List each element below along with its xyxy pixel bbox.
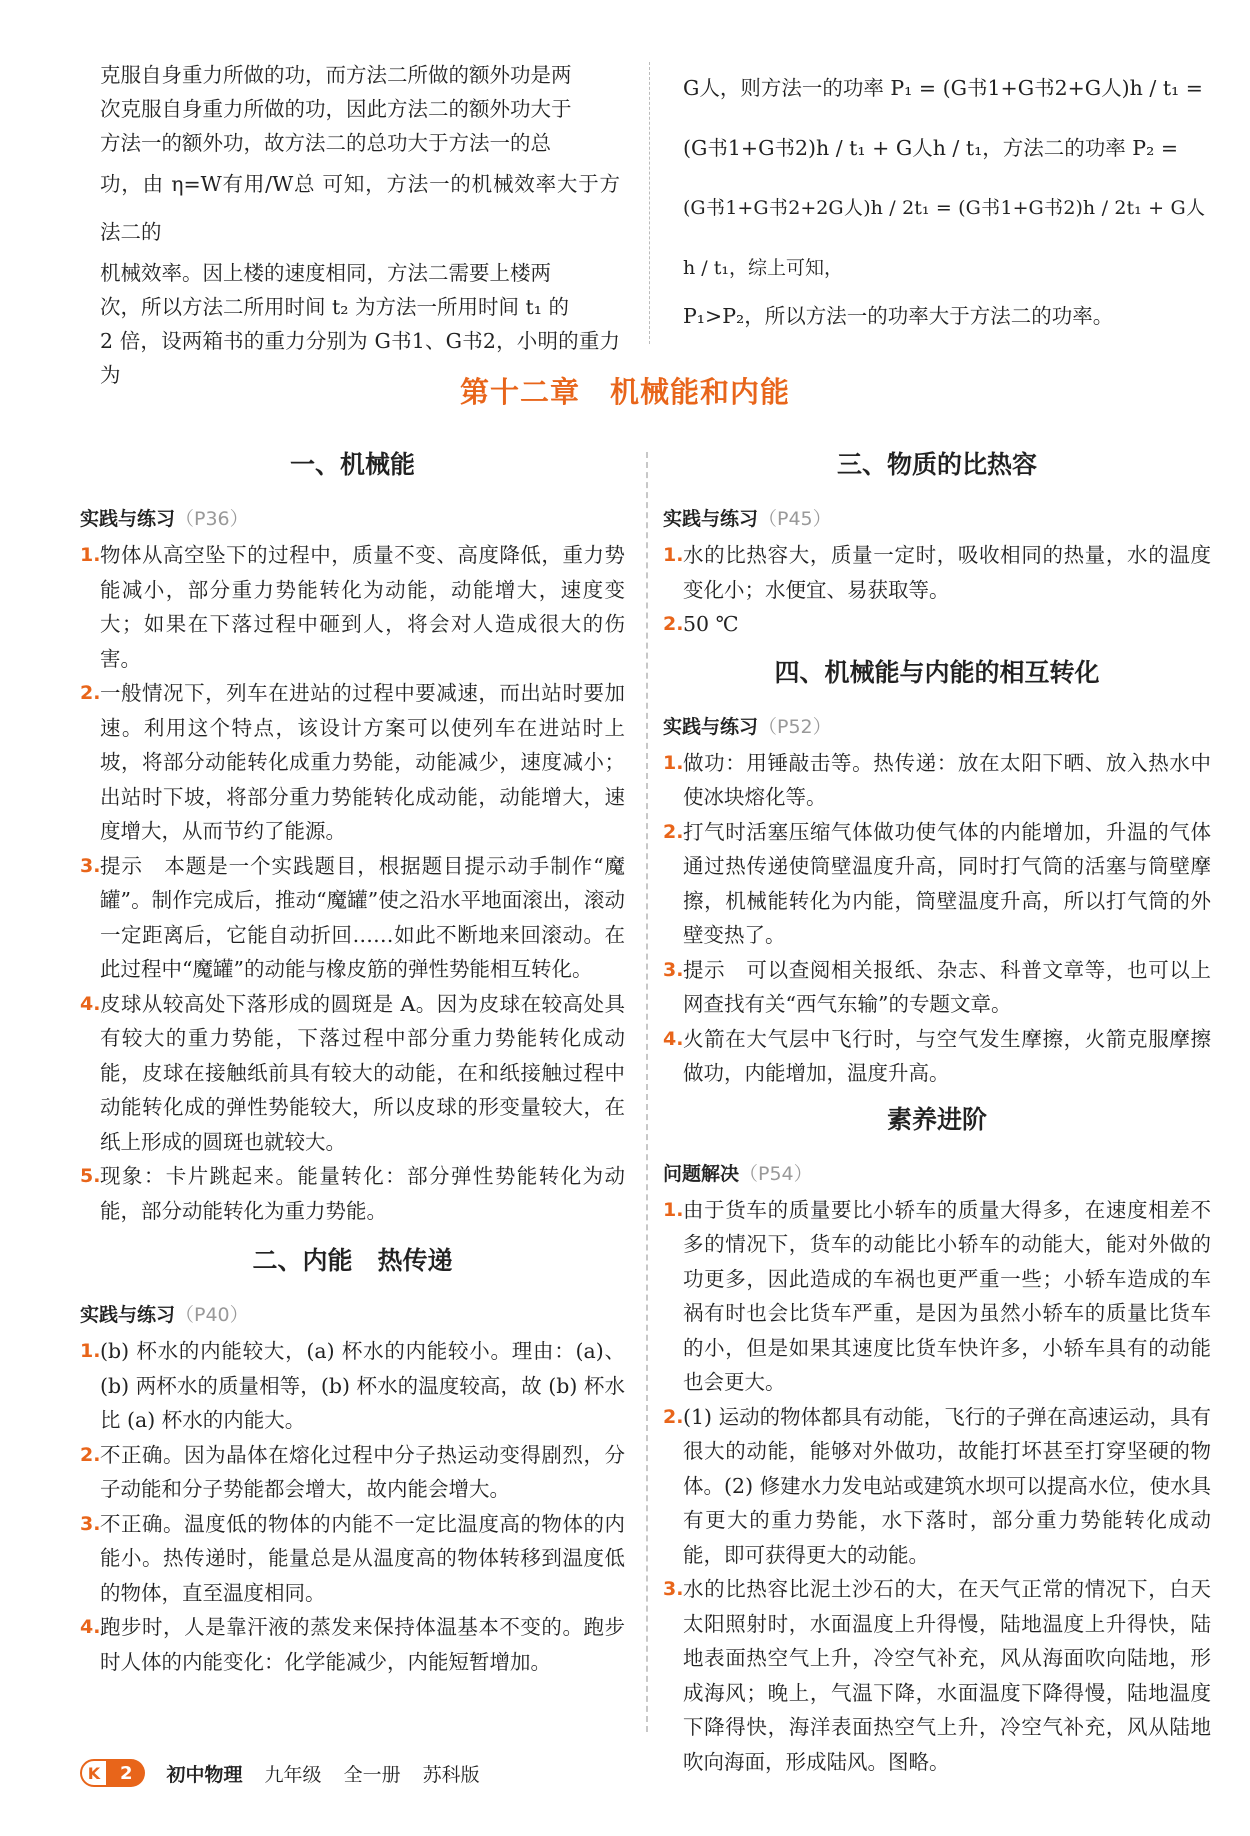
volume-label: 全一册 (343, 1763, 401, 1786)
item-text: 物体从高空坠下的过程中，质量不变、高度降低，重力势能减小，部分重力势能转化为动能，动能增大，速度变大；如果在下落过程中砸到人，将会对人造成很大的伤害。 (100, 543, 625, 671)
column-divider (646, 452, 648, 1732)
item-text: 现象：卡片跳起来。能量转化：部分弹性势能转化为动能，部分动能转化为重力势能。 (100, 1164, 625, 1223)
list-item (663, 815, 1211, 953)
list-item (80, 1438, 625, 1507)
page-footer (80, 1758, 480, 1788)
section-mechanical-energy (80, 440, 625, 1228)
section-title: 素养进阶 (886, 1104, 987, 1134)
page-number: 2 (108, 1759, 145, 1787)
section-title: 二、内能 热传递 (252, 1246, 453, 1275)
series-badge: K (80, 1759, 108, 1787)
formula-line: P₁>P₂，所以方法一的功率大于方法二的功率。 (683, 304, 1114, 328)
text-line: 次，所以方法二所用时间 t₂ 为方法一所用时间 t₁ 的 (100, 295, 569, 319)
item-number: 5. (80, 1165, 101, 1187)
item-number: 3. (663, 958, 684, 981)
subtitle-label: 问题解决 (663, 1162, 740, 1185)
list-item (663, 1572, 1211, 1779)
right-column (663, 440, 1211, 1779)
item-text: 跑步时，人是靠汗液的蒸发来保持体温基本不变的。跑步时人体的内能变化：化学能减少，内能短暂增加。 (100, 1615, 625, 1674)
item-number: 4. (80, 1616, 101, 1638)
text-line: 机械效率。因上楼的速度相同，方法二需要上楼两 (100, 261, 551, 285)
text-line: 方法一的额外功，故方法二的总功大于方法一的总 (100, 131, 551, 155)
page-reference: （P45） (758, 508, 832, 530)
item-text: 50 ℃ (683, 612, 739, 636)
item-number: 3. (80, 854, 101, 877)
list-item (80, 987, 625, 1160)
item-text: 由于货车的质量要比小轿车的质量大得多，在速度相差不多的情况下，货车的动能比小轿车的动能大，能对外做的功更多，因此造成的车祸也更严重一些；小轿车造成的车祸有时也会比货车严重，是因为虽然小轿车的质量比货车的小，但是如果其速度比货车快许多，小轿车具有的动能也会更大。 (683, 1197, 1211, 1394)
formula-line: (G书1+G书2+2G人)h / 2t₁ = (G书1+G书2)h / 2t₁ + G人h / t₁，综上可知， (683, 197, 1205, 279)
item-number: 3. (80, 1512, 101, 1535)
item-text: 提示 可以查阅相关报纸、杂志、科普文章等，也可以上网查找有关“西气东输”的专题文章。 (683, 957, 1211, 1016)
top-right-continuation (683, 58, 1205, 334)
text-line: 次克服自身重力所做的功，因此方法二的额外功大于 (100, 97, 572, 121)
section-title: 三、物质的比热容 (836, 450, 1037, 479)
formula-line: G人，则方法一的功率 P₁ = (G书1+G书2+G人)h / t₁ = (683, 76, 1203, 100)
subtitle-label: 实践与练习 (80, 508, 176, 530)
item-number: 2. (80, 1443, 101, 1466)
text-line: 克服自身重力所做的功，而方法二所做的额外功是两 (100, 63, 572, 87)
list-item (80, 1507, 625, 1611)
item-number: 1. (80, 544, 101, 566)
subtitle-label: 实践与练习 (80, 1304, 176, 1326)
text-line: 功，由 η=W有用/W总 可知，方法一的机械效率大于方法二的 (100, 172, 620, 244)
item-number: 1. (663, 544, 684, 566)
page-reference: （P52） (758, 715, 832, 738)
page-reference: （P36） (175, 508, 249, 530)
section-subtitle (663, 500, 1211, 538)
item-text: 火箭在大气层中飞行时，与空气发生摩擦，火箭克服摩擦做功，内能增加，温度升高。 (683, 1026, 1211, 1085)
edition-label: 苏科版 (422, 1763, 480, 1786)
section-internal-energy (80, 1236, 625, 1679)
item-text: 水的比热容大，质量一定时，吸收相同的热量，水的温度变化小；水便宜、易获取等。 (683, 543, 1211, 602)
item-text: 打气时活塞压缩气体做功使气体的内能增加，升温的气体通过热传递使筒壁温度升高，同时打气筒的活塞与筒壁摩擦，机械能转化为内能，筒壁温度升高，所以打气筒的外壁变热了。 (683, 819, 1211, 947)
top-left-continuation (100, 58, 620, 392)
item-text: 做功：用锤敲击等。热传递：放在太阳下晒、放入热水中使冰块熔化等。 (683, 750, 1211, 809)
section-subtitle (663, 1155, 1211, 1193)
list-item (663, 1022, 1211, 1091)
page-reference: （P54） (739, 1162, 813, 1185)
list-item (80, 676, 625, 849)
page-reference: （P40） (175, 1304, 249, 1326)
item-text: (b) 杯水的内能较大，(a) 杯水的内能较小。理由：(a)、(b) 两杯水的质量相等，(b) 杯水的温度较高，故 (b) 杯水比 (a) 杯水的内能大。 (100, 1339, 625, 1432)
section-specific-heat (663, 440, 1211, 642)
item-number: 2. (80, 682, 101, 704)
list-item (663, 1193, 1211, 1400)
item-number: 3. (663, 1578, 684, 1600)
item-number: 2. (663, 820, 684, 843)
subject-label: 初中物理 (166, 1763, 243, 1786)
item-number: 2. (663, 1405, 684, 1428)
item-text: 水的比热容比泥土沙石的大，在天气正常的情况下，白天太阳照射时，水面温度上升得慢，陆地温度上升得快，陆地表面热空气上升，冷空气补充，风从海面吹向陆地，形成海风；晚上，气温下降，水面温度下降得慢，陆地温度下降得快，海洋表面热空气上升，冷空气补充，风从陆地吹向海面，形成陆风。图略。 (683, 1577, 1211, 1774)
grade-label: 九年级 (264, 1763, 322, 1786)
list-item (80, 1610, 625, 1679)
list-item (80, 1159, 625, 1228)
section-advanced (663, 1095, 1211, 1780)
item-number: 1. (663, 1198, 684, 1221)
item-text: 一般情况下，列车在进站的过程中要减速，而出站时要加速。利用这个特点，该设计方案可以使列车在进站时上坡，将部分动能转化成重力势能，动能减少，速度减小；出站时下坡，将部分重力势能转化成动能，动能增大，速度增大，从而节约了能源。 (100, 681, 625, 843)
list-item (80, 1334, 625, 1438)
top-column-divider (649, 62, 650, 344)
section-title: 四、机械能与内能的相互转化 (774, 657, 1100, 687)
item-text: 皮球从较高处下落形成的圆斑是 A。因为皮球在较高处具有较大的重力势能，下落过程中部分重力势能转化成动能，皮球在接触纸前具有较大的动能，在和纸接触过程中动能转化成的弹性势能较大，所以皮球的形变量较大，在纸上形成的圆斑也就较大。 (100, 991, 625, 1154)
formula-line: (G书1+G书2)h / t₁ + G人h / t₁，方法二的功率 P₂ = (683, 136, 1179, 160)
list-item (663, 746, 1211, 815)
chapter-title: 第十二章 机械能和内能 (459, 375, 790, 409)
text-line: 2 倍，设两箱书的重力分别为 G书1、G书2，小明的重力为 (100, 329, 620, 387)
item-number: 2. (663, 613, 684, 635)
list-item (80, 849, 625, 987)
section-subtitle (663, 708, 1211, 746)
list-item (663, 1400, 1211, 1573)
section-subtitle (80, 500, 625, 538)
item-text: (1) 运动的物体都具有动能，飞行的子弹在高速运动，具有很大的动能，能够对外做功，故能打坏甚至打穿坚硬的物体。(2) 修建水力发电站或建筑水坝可以提高水位，使水具有更大的重力势能，水下落时，部分重力势能转化成动能，即可获得更大的动能。 (683, 1404, 1211, 1567)
item-text: 提示 本题是一个实践题目，根据题目提示动手制作“魔罐”。制作完成后，推动“魔罐”使之沿水平地面滚出，滚动一定距离后，它能自动折回……如此不断地来回滚动。在此过程中“魔罐”的动能与橡皮筋的弹性势能相互转化。 (100, 853, 625, 981)
list-item (80, 538, 625, 676)
item-number: 1. (80, 1340, 101, 1362)
item-number: 4. (80, 992, 101, 1015)
list-item (663, 953, 1211, 1022)
item-number: 1. (663, 751, 684, 774)
subtitle-label: 实践与练习 (663, 715, 759, 738)
section-energy-conversion (663, 648, 1211, 1091)
item-number: 4. (663, 1027, 684, 1050)
list-item (663, 607, 1211, 642)
left-column (80, 440, 625, 1679)
section-subtitle (80, 1296, 625, 1334)
subtitle-label: 实践与练习 (663, 508, 759, 530)
section-title: 一、机械能 (289, 450, 415, 479)
item-text: 不正确。温度低的物体的内能不一定比温度高的物体的内能小。热传递时，能量总是从温度高的物体转移到温度低的物体，直至温度相同。 (100, 1511, 625, 1605)
item-text: 不正确。因为晶体在熔化过程中分子热运动变得剧烈，分子动能和分子势能都会增大，故内能会增大。 (100, 1442, 625, 1501)
list-item (663, 538, 1211, 607)
